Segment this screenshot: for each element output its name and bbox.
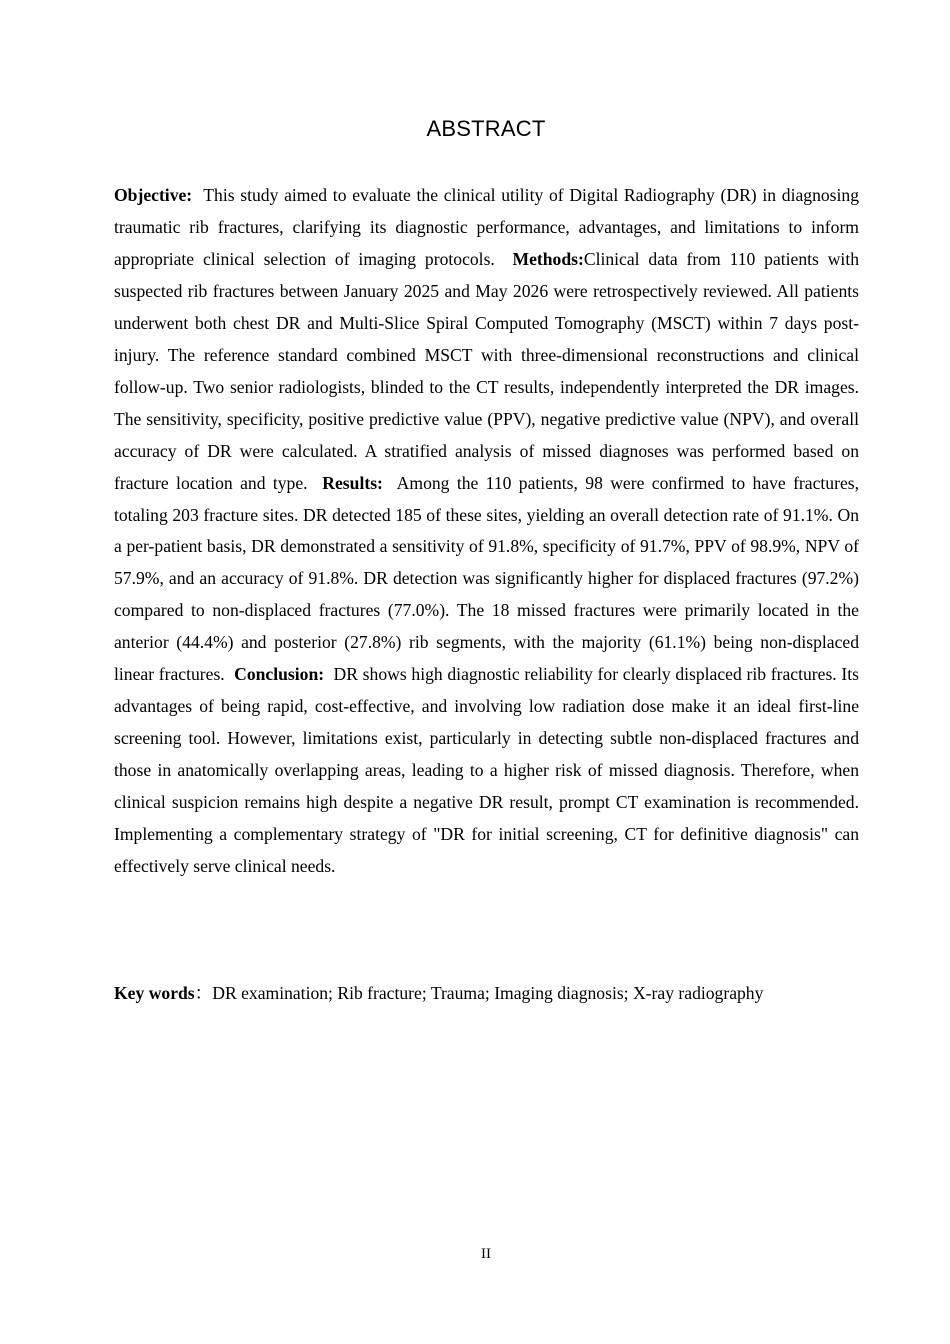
methods-label: Methods: (512, 248, 584, 269)
page-number: II (481, 1246, 491, 1262)
abstract-heading: ABSTRACT (426, 116, 546, 141)
results-label: Results: (322, 472, 383, 493)
methods-text: Clinical data from 110 patients with suspected rib fractures between January 2025 and May 2026 were retrospectively reviewed. All patients underwent both chest DR and Multi-Slice Spiral Computed Tomography (MSCT) within 7 days post-injury. The reference standard combined MSCT with three-dimensional reconstructions and clinical follow-up. Two senior radiologists, blinded to the CT results, independently interpreted the DR images. The sensitivity, specificity, positive predictive value (PPV), negative predictive value (NPV), and overall accuracy of DR were calculated. A stratified analysis of missed diagnoses was performed based on fracture location and type. (114, 248, 860, 493)
abstract-paragraph (114, 180, 859, 883)
keywords-label: Key words (114, 983, 195, 1003)
objective-label: Objective: (114, 185, 193, 205)
keywords-line (114, 977, 859, 1009)
objective-text: This study aimed to evaluate the clinical utility of Digital Radiography (DR) in diagnosing traumatic rib fractures, clarifying its diagnostic performance, advantages, and limitations to inform appropriate clinical selection of imaging protocols. (114, 185, 859, 269)
conclusion-text: DR shows high diagnostic reliability for clearly displaced rib fractures. Its advantages of being rapid, cost-effective, and involving low radiation dose make it an ideal first-line screening tool. However, limitations exist, particularly in detecting subtle non-displaced fractures and those in anatomically overlapping areas, leading to a higher risk of missed diagnosis. Therefore, when clinical suspicion remains high despite a negative DR result, prompt CT examination is recommended. Implementing a complementary strategy of "DR for initial screening, CT for definitive diagnosis" can effectively serve clinical needs. (114, 664, 859, 877)
results-text: Among the 110 patients, 98 were confirmed to have fractures, totaling 203 fracture sites. DR detected 185 of these sites, yielding an overall detection rate of 91.1%. On a per-patient basis, DR demonstrated a sensitivity of 91.8%, specificity of 91.7%, PPV of 98.9%, NPV of 57.9%, and an accuracy of 91.8%. DR detection was significantly higher for displaced fractures (97.2%) compared to non-displaced fractures (77.0%). The 18 missed fractures were primarily located in the anterior (44.4%) and posterior (27.8%) rib segments, with the majority (61.1%) being non-displaced linear fractures. (114, 472, 859, 685)
keywords-text: DR examination; Rib fracture; Trauma; Imaging diagnosis; X-ray radiography (212, 983, 764, 1003)
conclusion-label: Conclusion: (234, 664, 325, 685)
keywords-separator: ： (194, 983, 213, 1003)
